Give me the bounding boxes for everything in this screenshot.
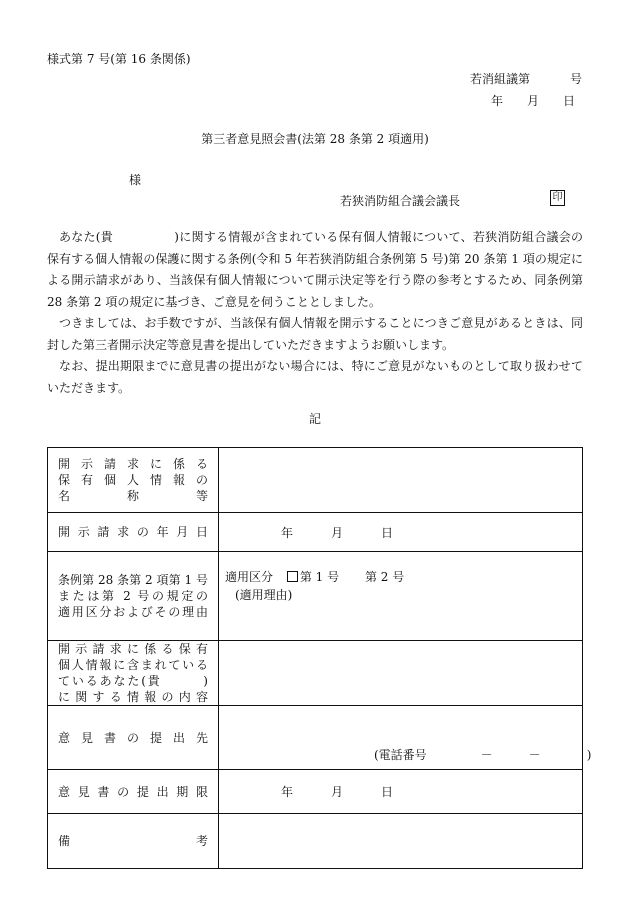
- label-remarks: 備 考: [48, 814, 219, 869]
- label-info-content: 開 示 請 求 に 係 る 保 有 個人情報に含まれている ているあなた(貴 ) に 関 す る 情 報 の 内 容: [48, 641, 219, 706]
- body-text: [47, 227, 583, 399]
- table-row-info-content: [48, 641, 583, 706]
- document-number-suffix: 号: [570, 72, 583, 86]
- body-paragraph-3: なお、提出期限までに意見書の提出がない場合には、特にご意見がないものとして取り扱わせていただきます。: [47, 359, 583, 395]
- request-date-year: 年: [281, 525, 294, 540]
- details-table: [47, 447, 592, 869]
- request-date-day: 日: [381, 525, 394, 540]
- table-row-request-date: [48, 513, 583, 552]
- addressee: 様: [129, 173, 142, 187]
- label-info-name: 開 示 請 求 に 係 る 保 有 個 人 情 報 の 名 称 等: [48, 448, 219, 513]
- value-info-content[interactable]: [219, 641, 583, 706]
- deadline-month: 月: [331, 785, 344, 799]
- table-row-deadline: [48, 770, 583, 814]
- option-1-label: 第 1 号: [299, 570, 340, 584]
- body-paragraph-2: つきましては、お手数ですが、当該保有個人情報を開示することにつきご意見があるときは、同封した第三者開示決定等意見書を提出していただきますようお願いします。: [47, 316, 583, 352]
- table-row-remarks: [48, 814, 583, 869]
- date-day: 日: [563, 94, 576, 108]
- document-date: [491, 92, 575, 109]
- label-request-date: 開 示 請 求 の 年 月 日: [48, 513, 219, 552]
- option-1-checkbox[interactable]: [287, 571, 298, 582]
- value-deadline[interactable]: [219, 770, 583, 814]
- document-number: [470, 70, 582, 87]
- document-number-prefix: 若消組議第: [470, 72, 531, 86]
- value-info-name[interactable]: [219, 448, 583, 513]
- value-remarks[interactable]: [219, 814, 583, 869]
- date-year: 年: [491, 94, 504, 108]
- body-paragraph-1: あなた(貴 )に関する情報が含まれている保有個人情報について、若狭消防組合議会の保有する個人情報の保護に関する条例(令和 5 年若狭消防組合条例第 5 号)第 20 条第 1 項の規定による開示請求があり、当該保有個人情報について開示決定等を行う際の参考とするため、同条例第 28 条第 2 項の規定に基づき、ご意見を伺うこととしました。: [47, 230, 583, 309]
- table-row-submission-destination: [48, 706, 583, 770]
- date-month: 月: [527, 94, 540, 108]
- table-row-info-name: [48, 448, 583, 513]
- deadline-year: 年: [281, 785, 294, 799]
- label-application-basis: 条例第 28 条第 2 項第 1 号 または第 2 号の規定の 適用区分およびその理由: [48, 552, 219, 641]
- label-deadline: 意 見 書 の 提 出 期 限: [48, 770, 219, 814]
- phone-number-field: (電話番号 － － ): [374, 748, 592, 762]
- option-2-label: 第 2 号: [364, 570, 405, 584]
- document-title: 第三者意見照会書(法第 28 条第 2 項適用): [201, 132, 429, 146]
- value-application-basis[interactable]: [219, 552, 583, 641]
- category-label: 適用区分: [225, 570, 274, 584]
- label-submission-destination: 意 見 書 の 提 出 先: [48, 706, 219, 770]
- seal-mark: 印: [550, 190, 565, 206]
- deadline-day: 日: [381, 785, 394, 799]
- table-row-application-basis: [48, 552, 583, 641]
- ki-heading: 記: [308, 412, 321, 426]
- reason-label: (適用理由): [235, 588, 293, 602]
- value-submission-destination[interactable]: [219, 706, 592, 770]
- sender-name: 若狭消防組合議会議長: [340, 194, 461, 208]
- request-date-month: 月: [331, 525, 344, 540]
- value-request-date[interactable]: [219, 513, 583, 552]
- form-number: 様式第 7 号(第 16 条関係): [47, 52, 191, 66]
